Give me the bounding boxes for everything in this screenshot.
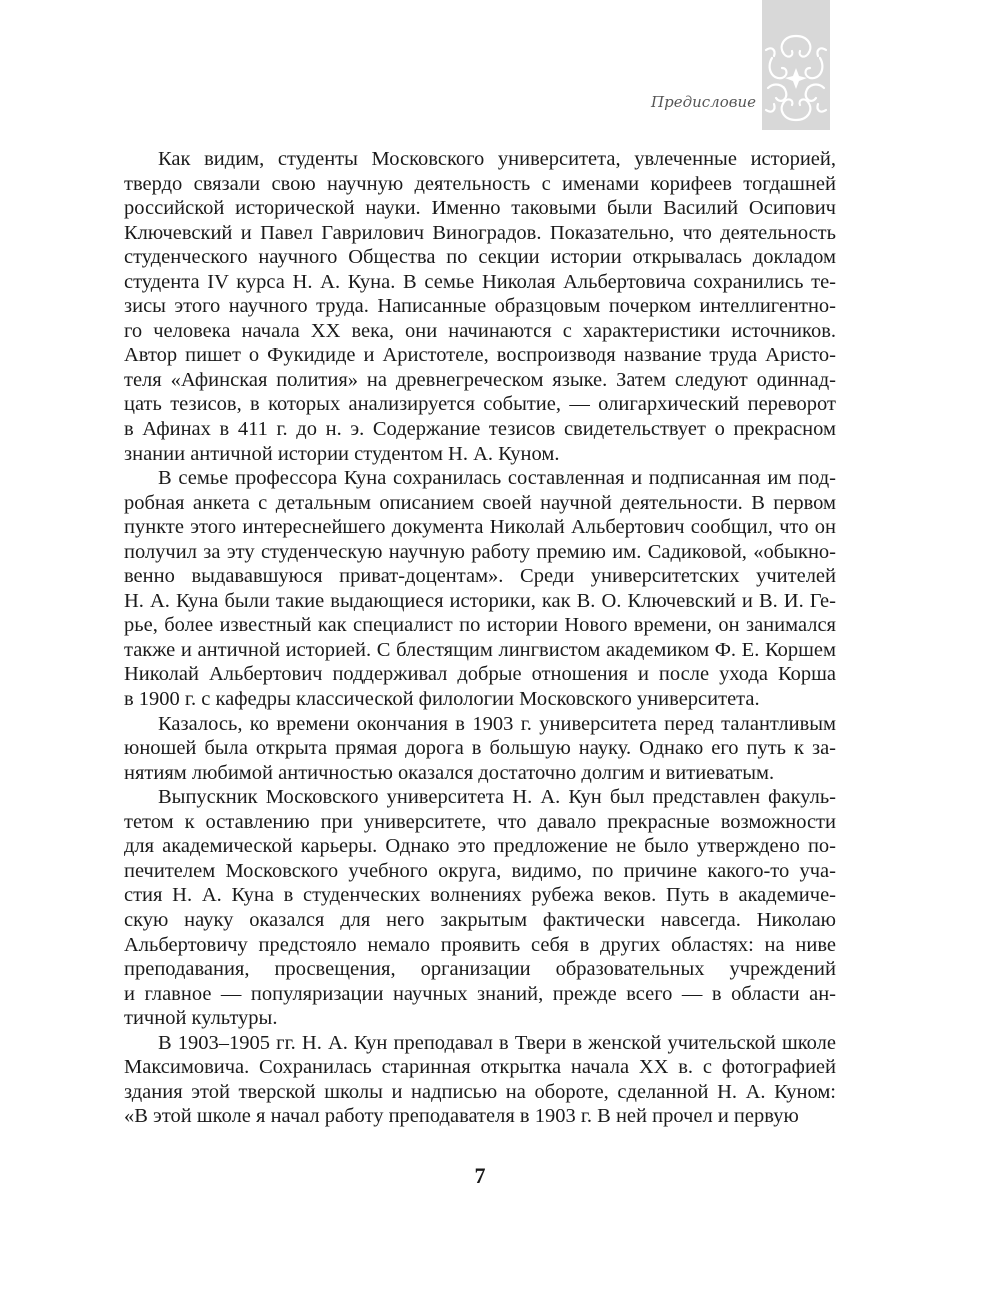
page-number: 7 [474,1163,486,1188]
body-text [124,147,836,1129]
text-line: скую науку оказался для него закрытым фактически навсегда. Николаю [124,908,836,931]
text-line: Ключевский и Павел Гаврилович Виноградов. Показательно, что деятельность [124,221,836,244]
text-line: твердо связали свою научную деятельность с именами корифеев тогдашней [124,172,836,195]
text-line: для академической карьеры. Однако это предложение не было утверждено по- [124,835,836,858]
text-line: Максимовича. Сохранилась старинная открытка начала XX в. с фотографией [124,1056,836,1079]
text-line: тетом к оставлению при университете, что давало прекрасные возможности [124,810,836,833]
text-line: нятиям любимой античностью оказался достаточно долгим и витиеватым. [124,761,775,784]
paragraph [124,712,836,786]
text-line: также и античной историей. С блестящим лингвистом академиком Ф. Е. Коршем [124,638,836,661]
paragraph [124,466,836,711]
paragraph [124,785,836,1030]
text-line: стия Н. А. Куна в студенческих волнениях рубежа веков. Путь в академиче- [124,884,836,907]
text-line: робная анкета с детальным описанием своей научной деятельности. В первом [124,491,836,514]
text-line: знании античной истории студентом Н. А. Куном. [124,442,560,465]
text-line: Как видим, студенты Московского университета, увлеченные историей, [158,148,836,170]
text-line: венно выдававшуюся приват-доцентам». Среди университетских учителей [124,565,836,588]
text-line: Николай Альбертович поддерживал добрые отношения и после ухода Корша [124,663,836,686]
text-line: пункте этого интереснейшего документа Николай Альбертович сообщил, что он [124,516,836,539]
text-line: печителем Московского учебного округа, видимо, по причине какого-то уча- [124,859,836,882]
text-line: рье, более известный как специалист по истории Нового времени, он занимался [124,614,836,637]
text-line: зисы этого научного труда. Написанные образцовым почерком интеллигентно- [124,295,836,318]
text-line: в Афинах в 411 г. до н. э. Содержание тезисов свидетельствует о прекрасном [124,418,836,441]
text-line: «В этой школе я начал работу преподавателя в 1903 г. В ней прочел и первую [124,1105,799,1128]
text-line: теля «Афинская полития» на древнегреческом языке. Затем следуют одиннад- [124,368,836,391]
text-line: студенческого научного Общества по секции истории открывалась докладом [124,246,836,269]
header-ornament-tab [762,0,830,130]
paragraph [124,1031,836,1129]
text-line: Выпускник Московского университета Н. А. Кун был представлен факуль- [158,786,836,809]
text-line: студента IV курса Н. А. Куна. В семье Николая Альбертовича сохранились те- [124,270,836,293]
text-line: российской исторической науки. Именно таковыми были Василий Осипович [124,197,836,220]
ornament-icon [762,28,830,128]
text-line: тичной культуры. [124,1007,278,1030]
running-title: Предисловие [651,93,756,111]
text-line: в 1900 г. с кафедры классической филологии Московского университета. [124,688,760,711]
text-line: Н. А. Куна были такие выдающиеся историки, как В. О. Ключевский и В. И. Ге- [124,589,836,612]
text-line: Автор пишет о Фукидиде и Аристотеле, воспроизводя название труда Аристо- [124,344,836,367]
text-line: цать тезисов, в которых анализируется событие, — олигархический переворот [124,393,836,416]
text-line: В 1903–1905 гг. Н. А. Кун преподавал в Твери в женской учительской школе [158,1031,836,1054]
text-line: преподавания, просвещения, организации образовательных учреждений [124,958,836,981]
text-line: Альбертовичу предстояло немало проявить себя в других областях: на ниве [124,933,836,956]
text-line: го человека начала XX века, они начинаются с характеристики источников. [124,319,836,342]
paragraph [124,147,836,466]
text-line: получил за эту студенческую научную работу премию им. Садиковой, «обыкно- [124,540,836,563]
text-line: юношей была открыта прямая дорога в большую науку. Однако его путь к за- [124,737,836,760]
text-line: Казалось, ко времени окончания в 1903 г. университета перед талантливым [158,712,836,735]
text-line: В семье профессора Куна сохранилась составленная и подписанная им под- [158,467,836,490]
text-line: здания этой тверской школы и надписью на обороте, сделанной Н. А. Куном: [124,1080,836,1103]
text-line: и главное — популяризации научных знаний, прежде всего — в области ан- [124,982,836,1005]
